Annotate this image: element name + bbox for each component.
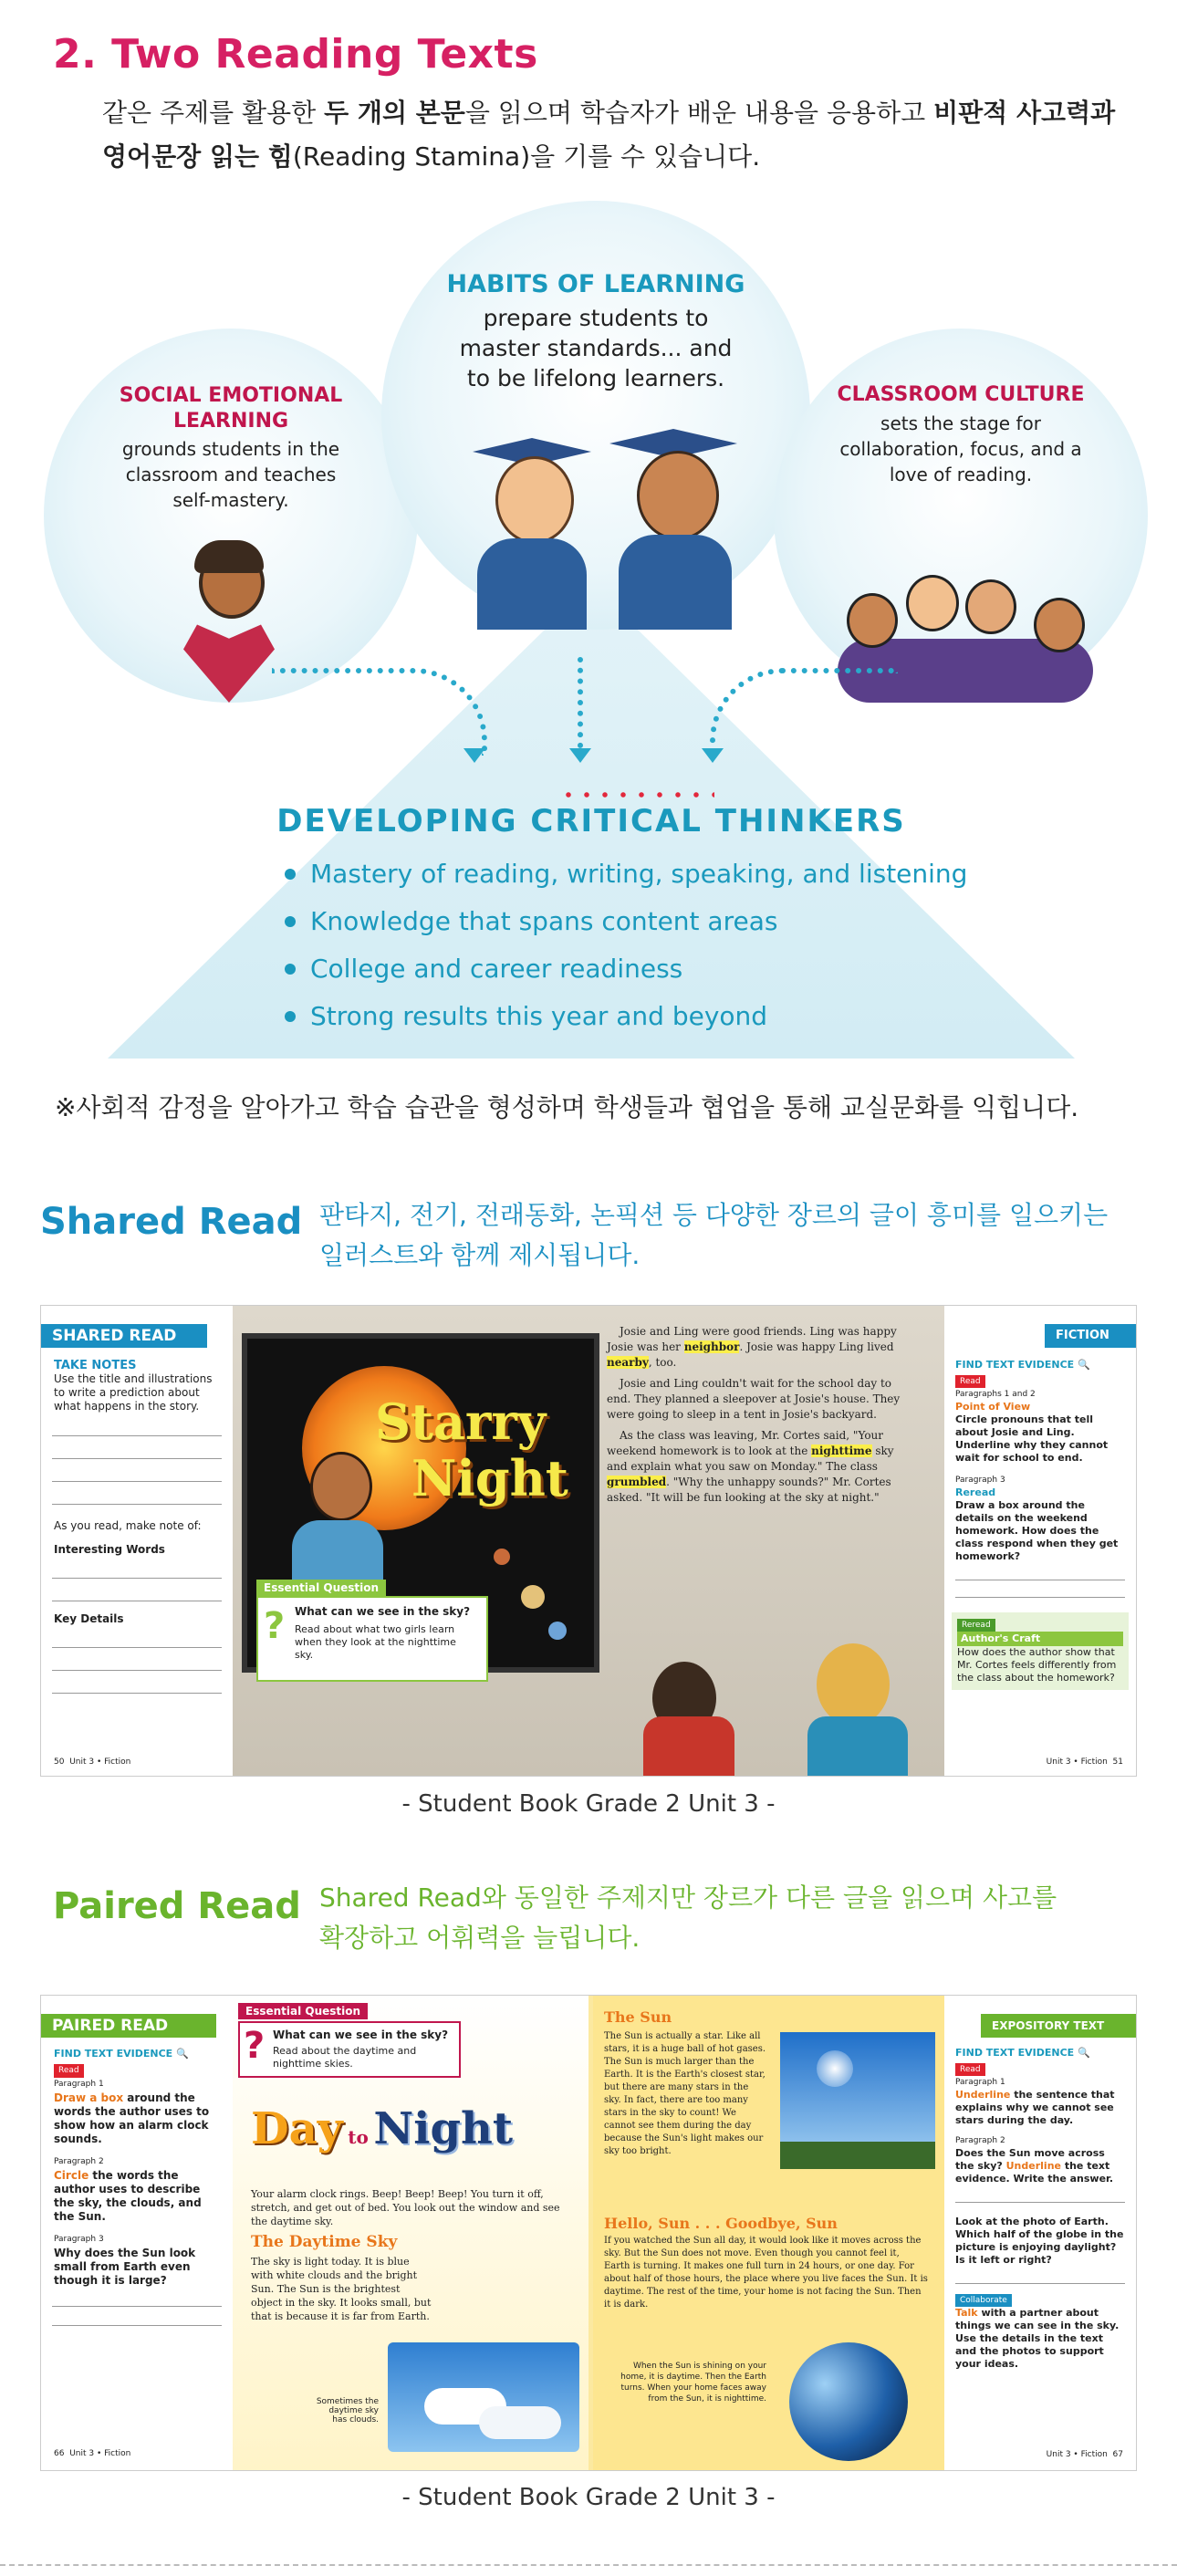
classroom-culture-title: CLASSROOM CULTURE: [837, 383, 1085, 406]
story-text: [607, 1324, 917, 1506]
paragraph-label: Paragraphs 1 and 2: [955, 1390, 1036, 1399]
paragraph-label: Paragraph 2: [54, 2157, 104, 2166]
students-illustration: [643, 1662, 935, 1776]
arrow-right-head: [702, 748, 724, 763]
hello-sun-heading: Hello, Sun . . . Goodbye, Sun: [604, 2215, 838, 2232]
reread-body: Draw a box around the details on the weekend homework. How does the class respond when they get homework?: [955, 1499, 1119, 1562]
classroom-culture-body: sets the stage for collaboration, focus, and a love of reading.: [839, 412, 1082, 485]
find-text-evidence-heading: FIND TEXT EVIDENCE 🔍: [54, 2048, 189, 2060]
search-icon: 🔍: [1078, 1359, 1090, 1371]
story-title: [375, 1393, 568, 1507]
authors-craft-body: How does the author show that Mr. Cortes feels differently from the class about the homework?: [957, 1646, 1117, 1684]
thinkers-item: Strong results this year and beyond: [283, 993, 967, 1040]
thinkers-title: DEVELOPING CRITICAL THINKERS: [276, 803, 906, 840]
sun-heading: The Sun: [604, 2008, 672, 2026]
shared-read-desc-line: 판타지, 전기, 전래동화, 논픽션 등 다양한 장르의 글이 흥미를 일으키는: [319, 1200, 1109, 1230]
r-p3-question: Look at the photo of Earth. Which half of the globe in the picture is enjoying daylight? Is it left or right?: [955, 2216, 1124, 2266]
red-dots-decoration: [559, 792, 714, 798]
intro-bold-1: 두 개의 본문: [324, 98, 465, 128]
graduates-illustration: [473, 438, 746, 630]
page-number-right: Unit 3 • Fiction 51: [1046, 1757, 1123, 1767]
essential-question-label: Essential Question: [238, 2003, 368, 2019]
authors-craft-box: [952, 1612, 1129, 1690]
planet-icon: [521, 1585, 545, 1609]
arrow-center: [578, 657, 583, 748]
point-of-view-label: Point of View: [955, 1401, 1031, 1413]
photo-caption: Sometimes the daytime sky has clouds.: [316, 2397, 379, 2425]
arrow-right: [710, 668, 898, 756]
fiction-tab: FICTION: [1045, 1324, 1136, 1348]
read-badge: Read: [54, 2064, 84, 2078]
arrow-left-head: [464, 748, 485, 763]
key-details-label: Key Details: [54, 1612, 124, 1625]
shared-read-desc: [319, 1195, 1108, 1276]
paired-read-tab: PAIRED READ: [41, 2014, 216, 2038]
paired-read-article: [233, 1996, 944, 2470]
globe-caption: When the Sun is shining on your home, it is daytime. Then the Earth turns. When your home faces away from the Sun, it is nighttime.: [620, 2362, 766, 2404]
search-icon: 🔍: [1078, 2047, 1090, 2059]
reread-label: Reread: [955, 1486, 996, 1498]
essential-question-text: What can we see in the sky?: [273, 2028, 449, 2041]
story-title-line-2: Night: [411, 1449, 568, 1507]
bottom-divider: [0, 2564, 1177, 2566]
talk-instruction: Talk with a partner about things we can see in the sky. Use the details in the text and the photos to support your ideas.: [955, 2307, 1120, 2370]
social-emotional-title: SOCIAL EMOTIONAL LEARNING: [119, 384, 343, 433]
find-text-evidence-heading: FIND TEXT EVIDENCE 🔍: [955, 2047, 1090, 2059]
paired-read-desc: [319, 1878, 1057, 1958]
daytime-heading: The Daytime Sky: [251, 2233, 398, 2251]
r-p1-instruction: Underline the sentence that explains why we cannot see stars during the day.: [955, 2089, 1115, 2126]
p2-instruction: Circle the words the author uses to describe the sky, the clouds, and the Sun.: [54, 2169, 202, 2223]
essential-question-box: [256, 1581, 488, 1682]
learning-infographic: [44, 201, 1139, 1077]
story-title-line-1: Starry: [375, 1392, 547, 1451]
essential-question-label: Essential Question: [256, 1580, 386, 1596]
arrow-center-head: [569, 748, 591, 763]
paired-read-spread: [40, 1995, 1137, 2471]
paired-read-desc-line: 확장하고 어휘력을 늘립니다.: [319, 1923, 641, 1953]
thinkers-item: College and career readiness: [283, 945, 967, 993]
thinkers-item: Knowledge that spans content areas: [283, 898, 967, 945]
read-badge: Read: [955, 1375, 985, 1388]
paired-read-right-column: [944, 1996, 1136, 2470]
p3-question: Why does the Sun look small from Earth even though it is large?: [54, 2247, 196, 2287]
paired-read-title: Paired Read: [53, 1885, 301, 1927]
shared-read-left-column: [41, 1306, 233, 1776]
intro-text-3: (Reading Stamina)을 기를 수 있습니다.: [292, 141, 761, 172]
find-text-evidence-heading: FIND TEXT EVIDENCE 🔍: [955, 1359, 1090, 1371]
shared-read-caption: - Student Book Grade 2 Unit 3 -: [401, 1790, 776, 1818]
paragraph-label: Paragraph 2: [955, 2136, 1005, 2145]
thinkers-list: [283, 850, 967, 1040]
hello-sun-text: If you watched the Sun all day, it would look like it moves across the sky. But the Sun does not move. Even though you cannot feel it, Earth is turning. It makes one full turn in 24 hours, or one day. For about half of those hours, the place where you live faces the Sun. It is daytime. The rest of the time, your home is not facing the Sun. Then it is dark.: [604, 2236, 928, 2310]
thinkers-item: Mastery of reading, writing, speaking, and listening: [283, 850, 967, 898]
shared-read-title: Shared Read: [40, 1201, 303, 1243]
read-badge: Read: [955, 2063, 985, 2076]
question-mark-icon: ?: [264, 1605, 286, 1647]
shared-read-right-column: [944, 1306, 1136, 1776]
point-of-view-body: Circle pronouns that tell about Josie and Ling. Underline why they cannot wait for school to end.: [955, 1413, 1109, 1464]
social-emotional-body: grounds students in the classroom and teaches self-mastery.: [121, 438, 340, 511]
paired-read-desc-line: Shared Read와 동일한 주제지만 장르가 다른 글을 읽으며 사고를: [319, 1882, 1057, 1913]
child-with-heart-illustration: [176, 548, 286, 712]
as-you-read: As you read, make note of:: [54, 1519, 202, 1532]
story-paragraph: Josie and Ling were good friends. Ling was happy Josie was her neighbor. Josie was happy Ling lived nearby, too.: [607, 1325, 897, 1369]
question-mark-icon: ?: [244, 2025, 266, 2067]
sun-text: The Sun is actually a star. Like all stars, it is a huge ball of hot gases. The Sun is much larger than the Earth. It is the Earth's closest star, but there are many stars in the sky. In fact, there are too many stars in the sky to count! We cannot see them during the day because the Sun's light makes our sky too bright.: [604, 2031, 766, 2156]
authors-craft-label: Author's Craft: [957, 1632, 1123, 1646]
paired-read-left-column: [41, 1996, 233, 2470]
paragraph-label: Paragraph 1: [955, 2078, 1005, 2087]
r-p2-instruction: Does the Sun move across the sky? Underline the text evidence. Write the answer.: [955, 2147, 1114, 2185]
section-intro: [102, 91, 1142, 179]
shared-read-desc-line: 일러스트와 함께 제시됩니다.: [319, 1240, 641, 1270]
story-paragraph: Josie and Ling couldn't wait for the school day to end. They planned a sleepover at Josie's house. They were going to sleep in a tent in Josie's backyard.: [607, 1377, 901, 1421]
paired-read-caption: - Student Book Grade 2 Unit 3 -: [401, 2484, 776, 2511]
intro-text-2: 을 읽으며 학습자가 배운 내용을 응용하고: [464, 98, 934, 128]
note-text: ※사회적 감정을 알아가고 학습 습관을 형성하며 학생들과 협업을 통해 교실문화를 익힙니다.: [55, 1092, 1079, 1122]
reread-badge: Reread: [957, 1619, 995, 1632]
story-paragraph: As the class was leaving, Mr. Cortes said, "Your weekend homework is to look at the nighttime sky and explain what you saw on Monday." The class grumbled. "Why the unhappy sounds?" Mr. Cortes asked. "It will be fun looking at the sky at night.": [607, 1429, 894, 1504]
article-intro: Your alarm clock rings. Beep! Beep! Beep! You turn it off, stretch, and get out of bed. You look out the window and see the daytime sky.: [251, 2188, 560, 2227]
shared-read-illustration: [233, 1306, 944, 1776]
search-icon: 🔍: [176, 2048, 189, 2060]
cloudy-sky-photo: [388, 2342, 579, 2452]
p1-instruction: Draw a box around the words the author uses to show how an alarm clock sounds.: [54, 2091, 210, 2145]
essential-question-box: [238, 2021, 461, 2078]
paragraph-label: Paragraph 3: [54, 2235, 104, 2244]
earth-photo: [789, 2342, 908, 2461]
paragraph-label: Paragraph 1: [54, 2080, 104, 2089]
daytime-text: The sky is light today. It is blue with white clouds and the bright Sun. The Sun is the brightest object in the sky. It looks small, but that is because it is far from Earth.: [251, 2256, 432, 2322]
essential-question-text: What can we see in the sky?: [295, 1605, 471, 1618]
paragraph-label: Paragraph 3: [955, 1476, 1005, 1485]
planet-icon: [494, 1549, 510, 1565]
section-title: 2. Two Reading Texts: [53, 31, 538, 78]
arrow-left: [272, 668, 487, 756]
take-notes-body: Use the title and illustrations to write a prediction about what happens in the story.: [54, 1372, 213, 1413]
essential-question-body: Read about the daytime and nighttime skies.: [273, 2045, 417, 2070]
collaborate-badge: Collaborate: [955, 2294, 1012, 2307]
habits-body: prepare students to master standards... and to be lifelong learners.: [459, 305, 733, 391]
planet-icon: [548, 1622, 567, 1640]
expository-text-tab: EXPOSITORY TEXT: [981, 2014, 1136, 2038]
page-number-left: 66 Unit 3 • Fiction: [54, 2449, 131, 2458]
habits-title: HABITS OF LEARNING: [446, 270, 745, 298]
interesting-words-label: Interesting Words: [54, 1543, 165, 1556]
shared-read-tab: SHARED READ: [41, 1324, 207, 1348]
page-number-left: 50 Unit 3 • Fiction: [54, 1757, 131, 1767]
shared-read-spread: [40, 1305, 1137, 1777]
page-number-right: Unit 3 • Fiction 67: [1046, 2450, 1123, 2459]
essential-question-body: Read about what two girls learn when they look at the nighttime sky.: [295, 1623, 456, 1661]
sky-photo: [780, 2032, 935, 2169]
article-title: Day to Night: [251, 2103, 514, 2154]
intro-bold-2: 비판적 사고력과 영어문장 읽는 힘: [102, 98, 1116, 172]
intro-text-1: 같은 주제를 활용한: [102, 98, 325, 128]
take-notes-heading: TAKE NOTES: [54, 1359, 137, 1372]
